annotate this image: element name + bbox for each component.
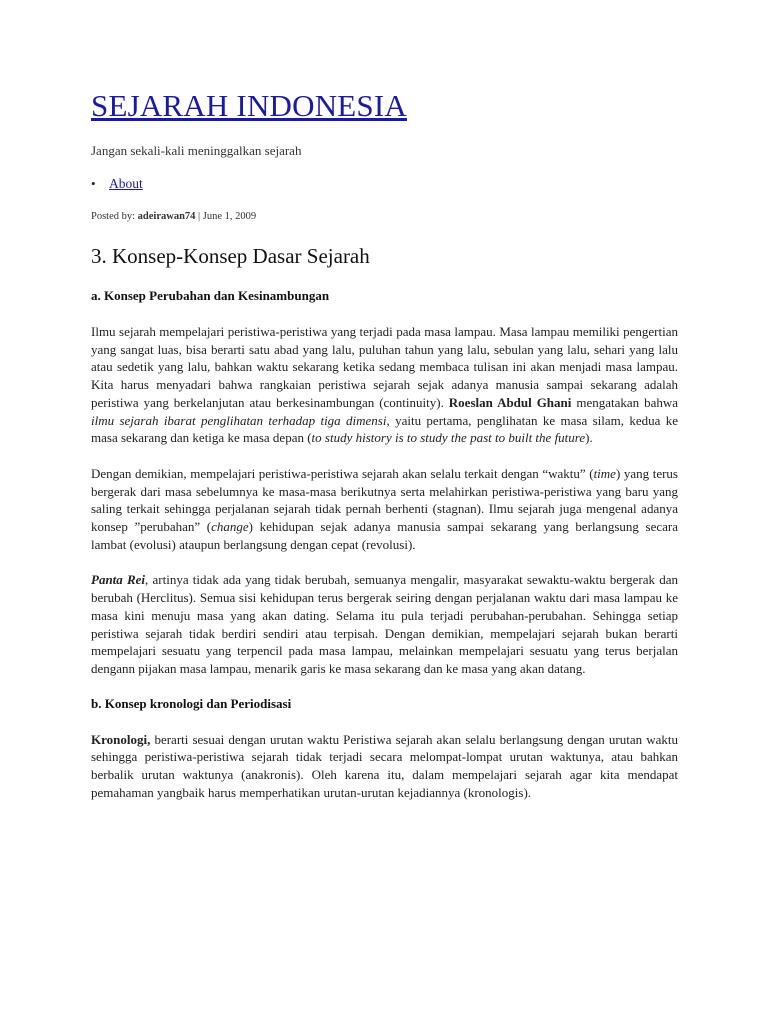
post-meta — [91, 211, 256, 222]
paragraph — [91, 731, 678, 802]
posted-by-label: Posted by: — [91, 211, 136, 222]
italic-term: change — [211, 519, 249, 535]
paragraph — [91, 323, 678, 447]
italic-term: time — [593, 465, 616, 481]
paragraph — [91, 571, 678, 677]
italic-quote: to study history is to study the past to built the future — [311, 430, 586, 446]
text-run: Ilmu sejarah mempelajari peristiwa-peristiwa yang terjadi pada masa lampau. Masa lampau memiliki pengertian yang sangat luas, bisa berarti satu abad yang lalu, puluhan tahun yang lalu, sebulan yang lalu, sehari yang lalu atau sedetik yang lalu, bahkan waktu sekarang ketika sedang membaca tulisan ini akan menjadi masa lampau. Kita harus menyadari bahwa rangkaian peristiwa sejarah sejak adanya manusia sampai sekarang adalah peristiwa yang berkelanjutan atau berkesinambungan (continuity). — [91, 324, 678, 410]
text-run: mengatakan bahwa — [571, 394, 679, 410]
bold-term: Kronologi, — [91, 731, 151, 747]
section-b-heading: b. Konsep kronologi dan Periodisasi — [91, 695, 292, 711]
post-title: 3. Konsep-Konsep Dasar Sejarah — [91, 244, 370, 268]
bullet-icon: • — [91, 176, 96, 191]
bold-italic-term: Panta Rei — [91, 572, 146, 588]
about-link[interactable]: About — [109, 176, 143, 191]
section-a-heading: a. Konsep Perubahan dan Kesinambungan — [91, 288, 330, 303]
meta-separator: | — [195, 211, 203, 222]
text-run: , artinya tidak ada yang tidak berubah, semuanya mengalir, masyarakat sewaktu-waktu bergerak dan berubah (Herclitus). Semua sisi kehidupan terus bergerak seiring dengan perjalanan waktu dari masa lampau ke masa kini menuju masa yang akan dating. Selama itu pula terjadi perubahan-perubahan. Sehingga setiap peristiwa sejarah tidak berdiri sendiri atau terpisah. Dengan demikian, mempelajari sejarah bukan berarti mempelajari sesuatu yang terpencil pada masa lampau, melainkan mempelajari sesuatu yang terus berjalan dengann pijakan masa lampau, menarik garis ke masa sekarang dan ke masa yang akan datang. — [91, 572, 678, 676]
site-tagline: Jangan sekali-kali meninggalkan sejarah — [91, 143, 302, 158]
nav-item-about — [91, 176, 143, 192]
post-author: adeirawan74 — [137, 211, 196, 222]
text-run: ). — [585, 430, 593, 446]
post-date: June 1, 2009 — [202, 211, 257, 222]
text-run: ) kehidupan sejak adanya manusia sampai sekarang yang berlangsung secara lambat (evolusi) ataupun berlangsung dengan cepat (revolusi). — [91, 519, 678, 552]
post-content — [91, 288, 678, 819]
nav-menu — [91, 176, 143, 192]
author-name: Roeslan Abdul Ghani — [448, 394, 572, 410]
paragraph — [91, 465, 678, 554]
text-run: berarti sesuai dengan urutan waktu Peristiwa sejarah akan selalu berlangsung dengan urutan waktu sehingga peristiwa-peristiwa sejarah tidak terjadi secara melompat-lompat urutan waktunya, atau bahkan berbalik urutan waktunya (anakronis). Oleh karena itu, dalam mempelajari sejarah agar kita mendapat pemahaman yangbaik harus memperhatikan urutan-urutan kejadiannya (kronologis). — [91, 731, 678, 800]
italic-quote: ilmu sejarah ibarat penglihatan terhadap tiga dimensi — [91, 412, 387, 428]
text-run: , yaitu pertama, penglihatan ke masa silam, kedua ke masa sekarang dan ketiga ke masa depan ( — [91, 412, 678, 446]
text-run: Dengan demikian, mempelajari peristiwa-peristiwa sejarah akan selalu terkait dengan “waktu” ( — [91, 465, 594, 481]
site-title[interactable]: SEJARAH INDONESIA — [91, 88, 407, 123]
text-run: ) yang terus bergerak dari masa sebelumnya ke masa-masa berikutnya serta melahirkan peristiwa-peristiwa yang baru yang saling terkait sehingga perjalanan sejarah tidak pernah berhenti (stagnan). Ilmu sejarah juga mengenal adanya konsep ”perubahan” ( — [91, 465, 678, 535]
